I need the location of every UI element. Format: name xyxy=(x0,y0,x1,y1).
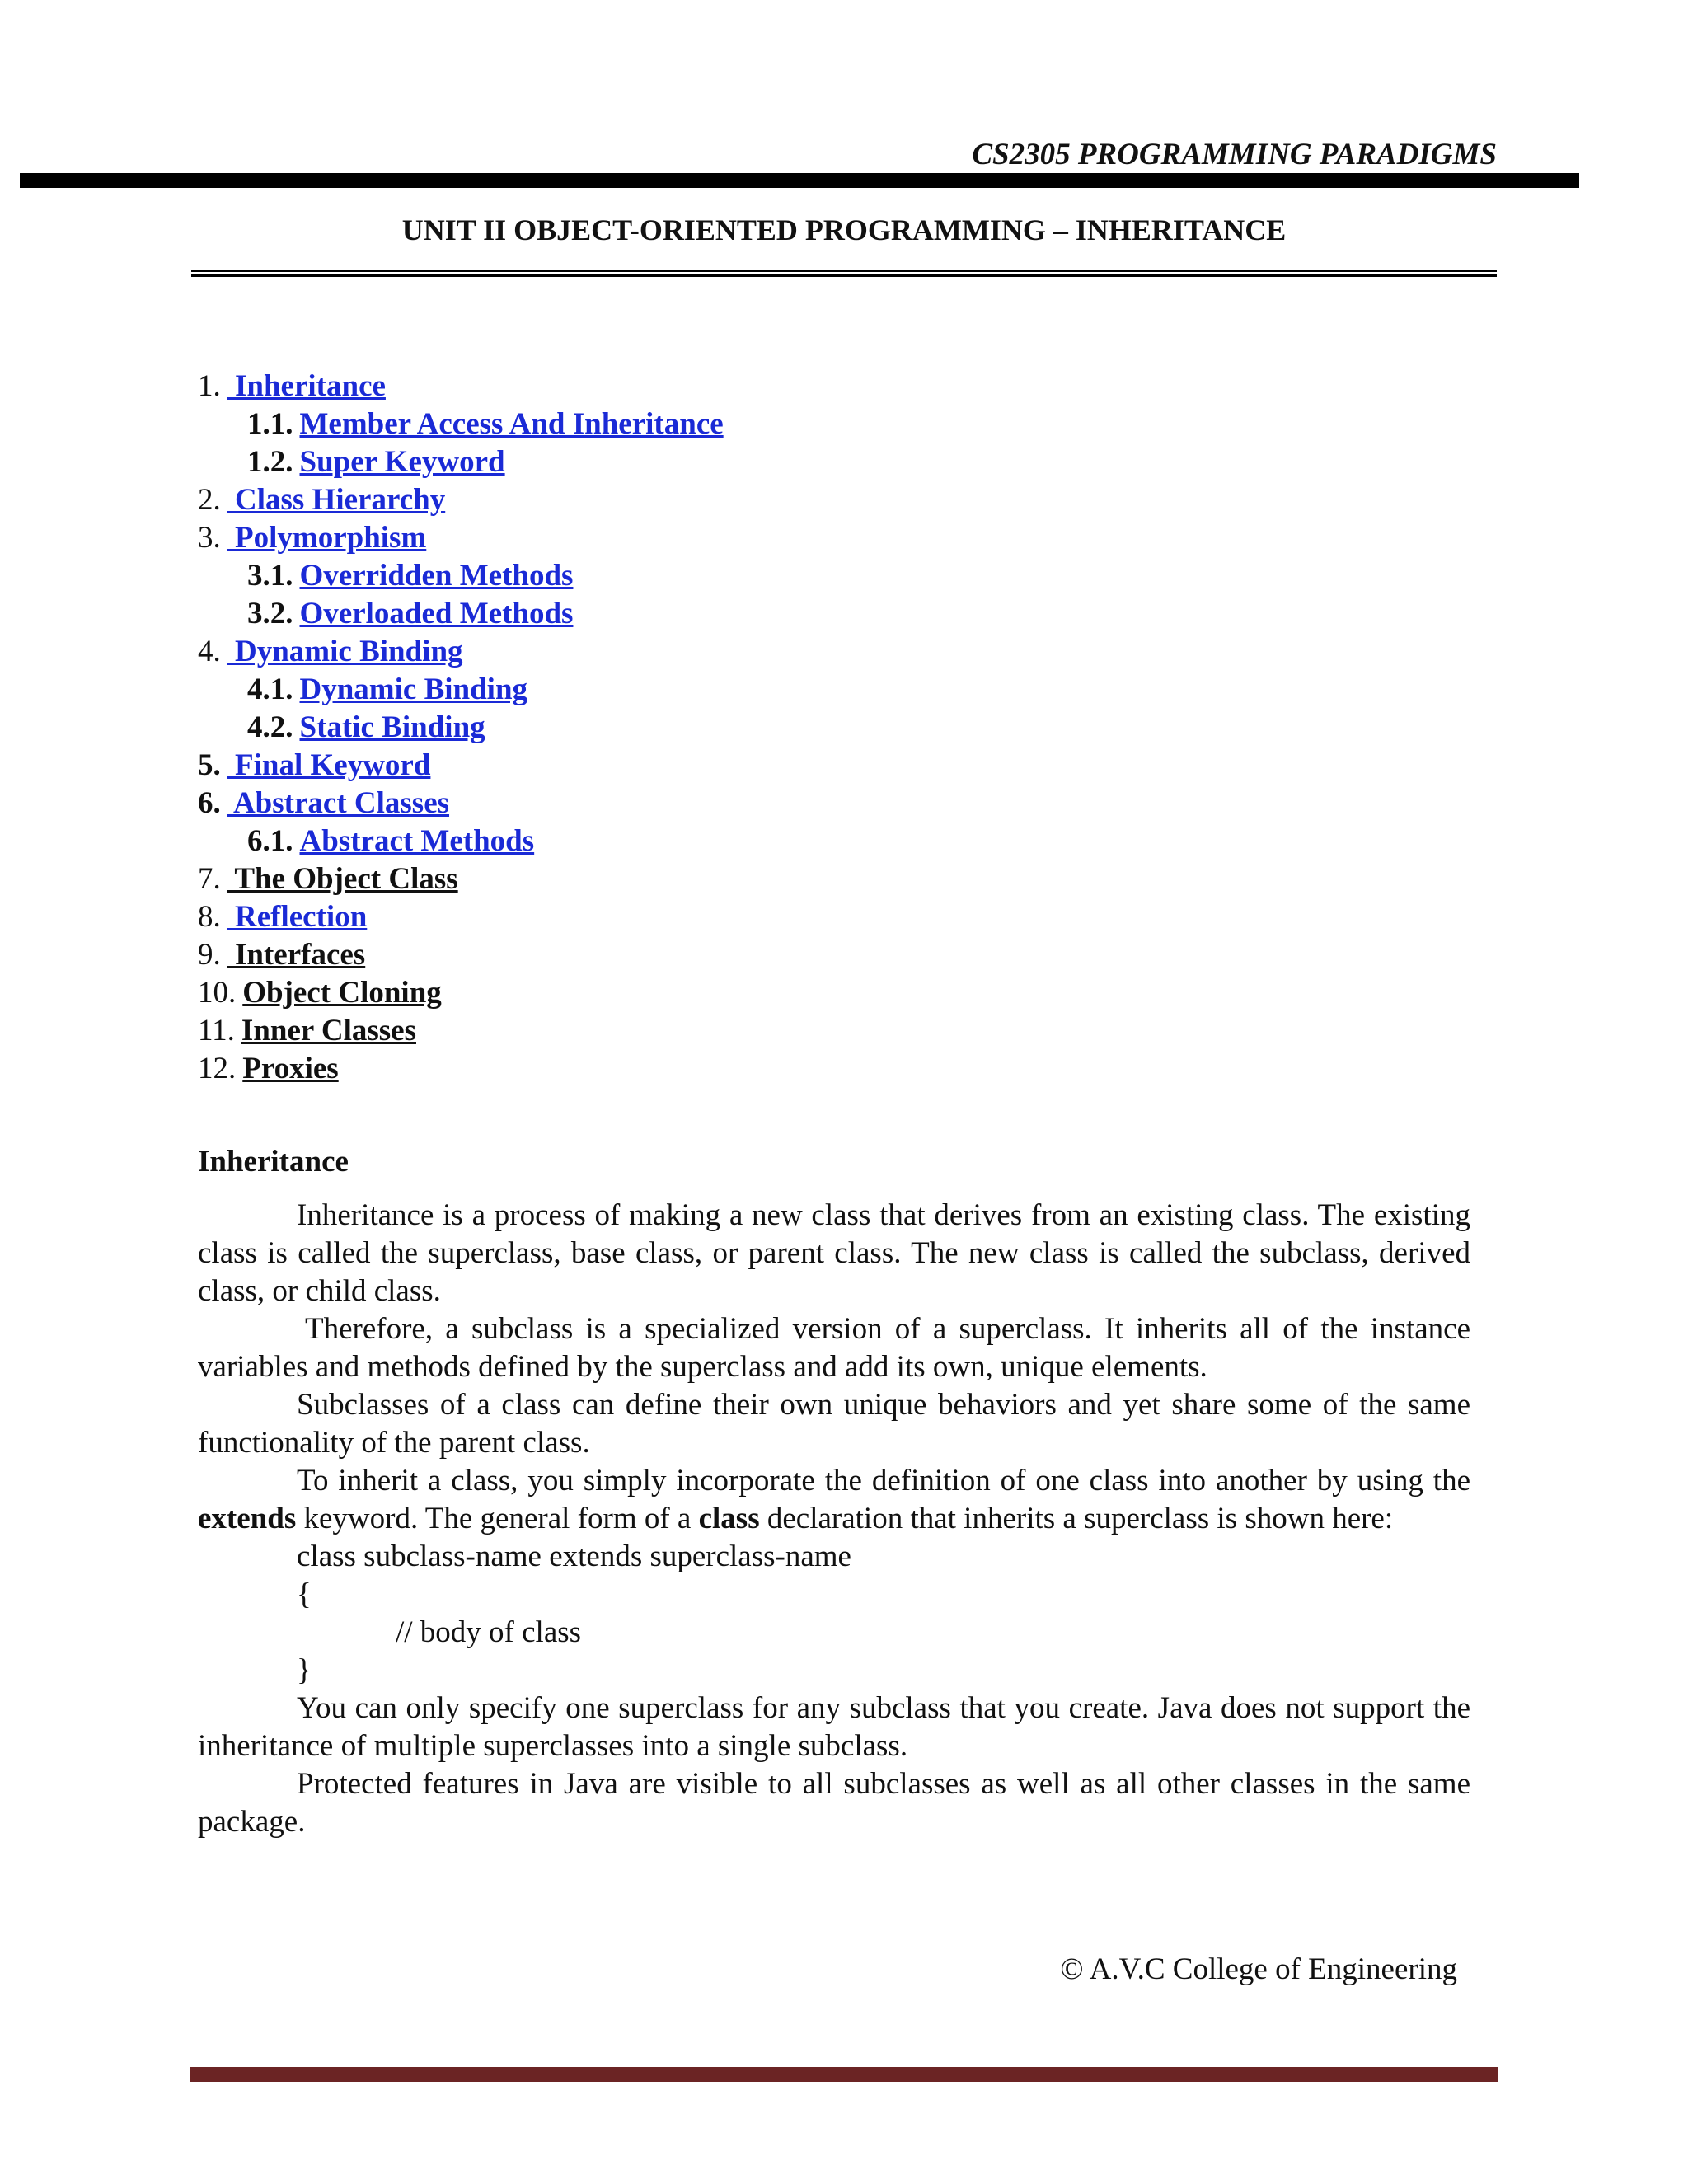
toc-number: 6.1. xyxy=(247,824,293,858)
toc-link[interactable]: Dynamic Binding xyxy=(299,673,528,706)
toc-number: 4. xyxy=(198,635,221,668)
toc-number: 5. xyxy=(198,748,221,782)
toc-link[interactable]: Polymorphism xyxy=(227,521,427,555)
toc-link[interactable]: Inner Classes xyxy=(241,1014,416,1047)
toc-number: 1. xyxy=(198,369,221,403)
toc-item xyxy=(198,860,1517,898)
keyword-extends: extends xyxy=(198,1502,297,1535)
toc-number: 12. xyxy=(198,1052,237,1085)
toc-link[interactable]: Object Cloning xyxy=(242,976,442,1010)
footer-rule xyxy=(190,2067,1498,2082)
section-heading: Inheritance xyxy=(198,1145,349,1179)
paragraph: You can only specify one superclass for any subclass that you create. Java does not support the inheritance of multiple superclasses into a single subclass. xyxy=(198,1691,1470,1763)
toc-number: 9. xyxy=(198,938,221,972)
toc-number: 7. xyxy=(198,862,221,896)
toc-item xyxy=(198,368,1517,405)
toc-link[interactable]: Final Keyword xyxy=(227,748,431,782)
toc-number: 3. xyxy=(198,521,221,555)
paragraph: Inheritance is a process of making a new class that derives from an existing class. The existing class is called the superclass, base class, or parent class. The new class is called the subclass, derived class, or child class. xyxy=(198,1198,1470,1308)
toc-number: 2. xyxy=(198,483,221,517)
toc-item xyxy=(198,1050,1517,1088)
text-run: To inherit a class, you simply incorporate the definition of one class into another by using the xyxy=(297,1464,1470,1497)
toc-link[interactable]: Overloaded Methods xyxy=(299,597,574,630)
toc-link[interactable]: Super Keyword xyxy=(299,445,505,479)
toc-link[interactable]: Proxies xyxy=(242,1052,339,1085)
toc-item xyxy=(198,747,1517,785)
toc-link[interactable]: Dynamic Binding xyxy=(227,635,463,668)
toc-item xyxy=(198,405,1517,443)
code-line: class subclass-name extends superclass-name xyxy=(297,1540,851,1573)
toc-item xyxy=(198,898,1517,936)
text-run: keyword. The general form of a xyxy=(296,1502,699,1535)
toc-item xyxy=(198,557,1517,595)
toc-item xyxy=(198,481,1517,519)
code-line: { xyxy=(297,1577,312,1611)
code-line: } xyxy=(297,1653,312,1687)
text-run: declaration that inherits a superclass is shown here: xyxy=(759,1502,1394,1535)
title-rule xyxy=(191,270,1497,277)
paragraph: Therefore, a subclass is a specialized version of a superclass. It inherits all of the instance variables and methods defined by the superclass and add its own, unique elements. xyxy=(198,1312,1470,1384)
toc-number: 1.1. xyxy=(247,407,293,441)
toc-number: 11. xyxy=(198,1014,235,1047)
toc-number: 1.2. xyxy=(247,445,293,479)
toc-link[interactable]: Overridden Methods xyxy=(299,559,574,593)
paragraph: Protected features in Java are visible to all subclasses as well as all other classes in the same package. xyxy=(198,1767,1470,1839)
paragraph xyxy=(198,1462,1470,1538)
toc-link[interactable]: The Object Class xyxy=(227,862,458,896)
toc-number: 4.2. xyxy=(247,710,293,744)
toc-link[interactable]: Interfaces xyxy=(227,938,366,972)
toc-number: 8. xyxy=(198,900,221,934)
toc-number: 3.2. xyxy=(247,597,293,630)
toc-item xyxy=(198,671,1517,709)
toc-link[interactable]: Abstract Classes xyxy=(227,786,450,820)
toc-item xyxy=(198,519,1517,557)
footer-copyright: © A.V.C College of Engineering xyxy=(1060,1952,1457,1986)
toc-item xyxy=(198,785,1517,823)
paragraph: Subclasses of a class can define their own unique behaviors and yet share some of the same functionality of the parent class. xyxy=(198,1388,1470,1460)
toc-item xyxy=(198,936,1517,974)
toc-item xyxy=(198,823,1517,860)
toc-number: 3.1. xyxy=(247,559,293,593)
toc-number: 6. xyxy=(198,786,221,820)
code-example xyxy=(198,1538,1470,1690)
toc-link[interactable]: Member Access And Inheritance xyxy=(299,407,724,441)
toc-link[interactable]: Class Hierarchy xyxy=(227,483,446,517)
toc-item xyxy=(198,1012,1517,1050)
toc-item xyxy=(198,633,1517,671)
toc-number: 10. xyxy=(198,976,237,1010)
table-of-contents xyxy=(198,368,1517,1088)
header-rule xyxy=(20,173,1579,188)
keyword-class: class xyxy=(698,1502,760,1535)
unit-title: UNIT II OBJECT-ORIENTED PROGRAMMING – INHERITANCE xyxy=(401,213,1287,246)
course-title: CS2305 PROGRAMMING PARADIGMS xyxy=(972,138,1497,171)
toc-link[interactable]: Abstract Methods xyxy=(299,824,535,858)
toc-link[interactable]: Static Binding xyxy=(299,710,485,744)
toc-item xyxy=(198,595,1517,633)
toc-number: 4.1. xyxy=(247,673,293,706)
code-line: // body of class xyxy=(396,1615,582,1649)
toc-item xyxy=(198,443,1517,481)
toc-item xyxy=(198,709,1517,747)
toc-link[interactable]: Inheritance xyxy=(227,369,386,403)
section-body xyxy=(198,1197,1470,1841)
toc-link[interactable]: Reflection xyxy=(227,900,368,934)
toc-item xyxy=(198,974,1517,1012)
